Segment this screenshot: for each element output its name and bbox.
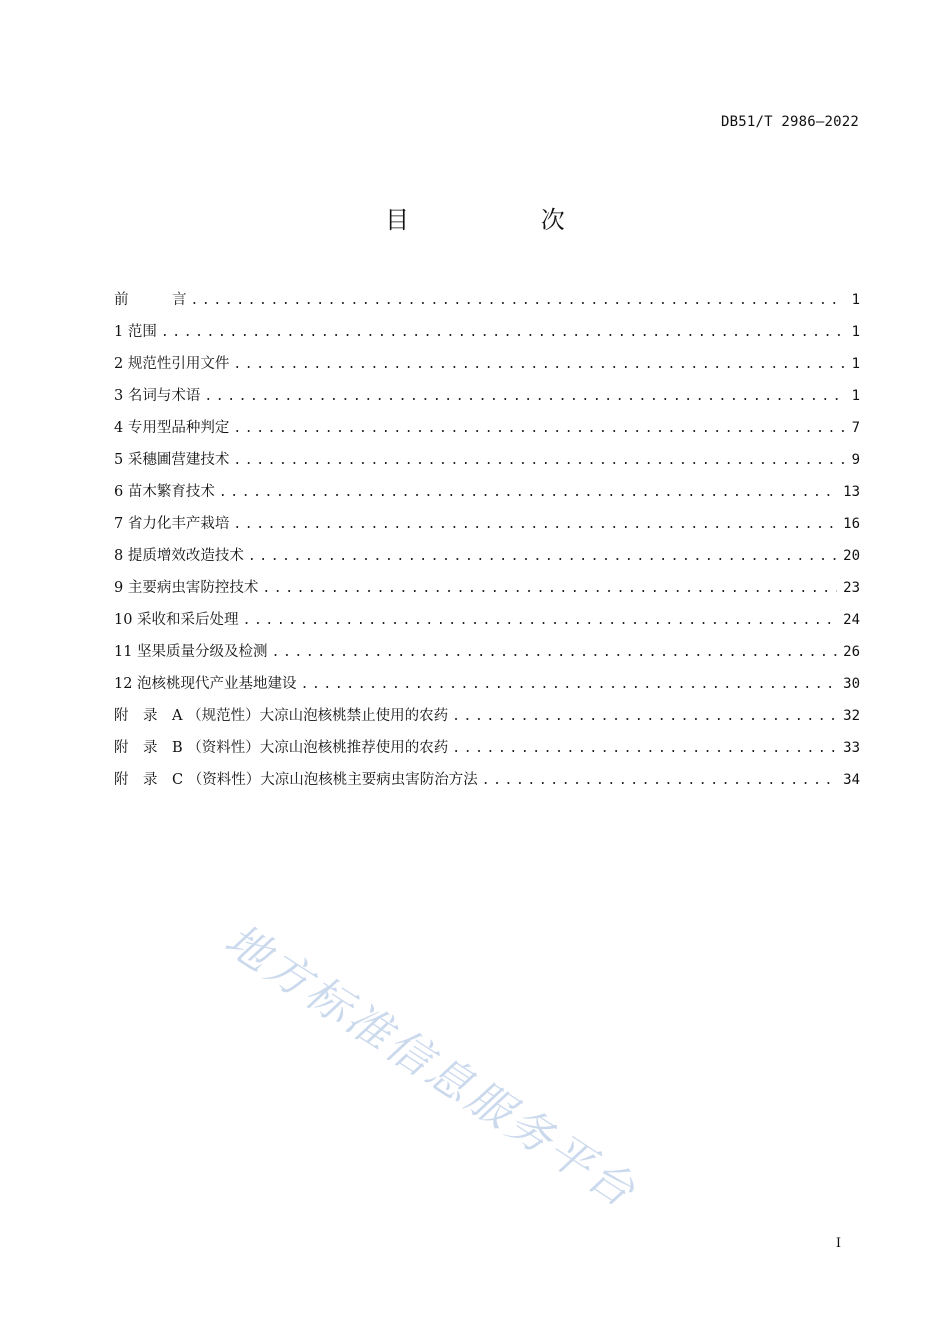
toc-entry-label: 6 苗木繁育技术 [114,484,215,500]
toc-entry-page: 13 [843,484,860,500]
toc-entry-label: 8 提质增效改造技术 [114,548,244,564]
toc-entry-page: 7 [851,420,860,436]
toc-entry[interactable] [114,348,860,380]
toc-entry-page: 20 [843,548,860,564]
toc-leader-dots [233,509,837,541]
toc-entry[interactable] [114,284,860,316]
toc-entry-label: 4 专用型品种判定 [114,420,230,436]
toc-entry-page: 1 [851,292,860,308]
toc-entry-page: 32 [843,708,860,724]
table-of-contents [114,284,860,796]
toc-entry[interactable] [114,572,860,604]
toc-entry[interactable] [114,732,860,764]
toc-entry[interactable] [114,380,860,412]
toc-entry[interactable] [114,540,860,572]
toc-leader-dots [452,733,837,765]
toc-leader-dots [161,317,844,349]
toc-entry[interactable] [114,668,860,700]
toc-entry-label: 3 名词与术语 [114,388,201,404]
toc-entry-page: 16 [843,516,860,532]
toc-entry-label: 附 录 C （资料性）大凉山泡核桃主要病虫害防治方法 [114,772,478,788]
toc-leader-dots [233,445,844,477]
toc-entry-label: 前 言 [114,292,187,308]
toc-entry-page: 26 [843,644,860,660]
toc-entry-label: 1 范围 [114,324,157,340]
toc-entry-page: 23 [843,580,860,596]
watermark: 地方标准信息服务平台 [215,914,646,1219]
toc-leader-dots [301,669,838,701]
toc-leader-dots [248,541,837,573]
toc-entry[interactable] [114,508,860,540]
toc-entry-page: 1 [851,324,860,340]
toc-entry-page: 33 [843,740,860,756]
toc-leader-dots [482,765,837,797]
document-code: DB51/T 2986—2022 [720,114,859,130]
toc-leader-dots [191,285,845,317]
toc-leader-dots [204,381,844,413]
toc-leader-dots [243,605,838,637]
toc-entry-page: 24 [843,612,860,628]
toc-entry-label: 12 泡核桃现代产业基地建设 [114,676,297,692]
toc-entry[interactable] [114,412,860,444]
toc-entry-label: 附 录 A （规范性）大凉山泡核桃禁止使用的农药 [114,708,449,724]
toc-entry-page: 1 [851,356,860,372]
toc-title: 目 次 [385,206,627,234]
toc-entry-page: 1 [851,388,860,404]
toc-entry[interactable] [114,316,860,348]
toc-entry[interactable] [114,476,860,508]
toc-leader-dots [272,637,838,669]
toc-entry[interactable] [114,700,860,732]
toc-leader-dots [233,413,844,445]
toc-entry-label: 5 采穗圃营建技术 [114,452,230,468]
toc-entry-page: 9 [851,452,860,468]
toc-entry[interactable] [114,604,860,636]
toc-leader-dots [233,349,844,381]
toc-entry-label: 9 主要病虫害防控技术 [114,580,259,596]
toc-entry-label: 2 规范性引用文件 [114,356,230,372]
page-number: I [835,1236,841,1251]
toc-entry-page: 34 [843,772,860,788]
toc-leader-dots [219,477,837,509]
toc-entry-label: 7 省力化丰产栽培 [114,516,230,532]
toc-leader-dots [262,573,837,605]
toc-entry-page: 30 [843,676,860,692]
toc-entry-label: 10 采收和采后处理 [114,612,239,628]
toc-leader-dots [452,701,837,733]
toc-entry[interactable] [114,444,860,476]
toc-entry[interactable] [114,764,860,796]
toc-entry-label: 附 录 B （资料性）大凉山泡核桃推荐使用的农药 [114,740,449,756]
toc-entry[interactable] [114,636,860,668]
toc-entry-label: 11 坚果质量分级及检测 [114,644,268,660]
